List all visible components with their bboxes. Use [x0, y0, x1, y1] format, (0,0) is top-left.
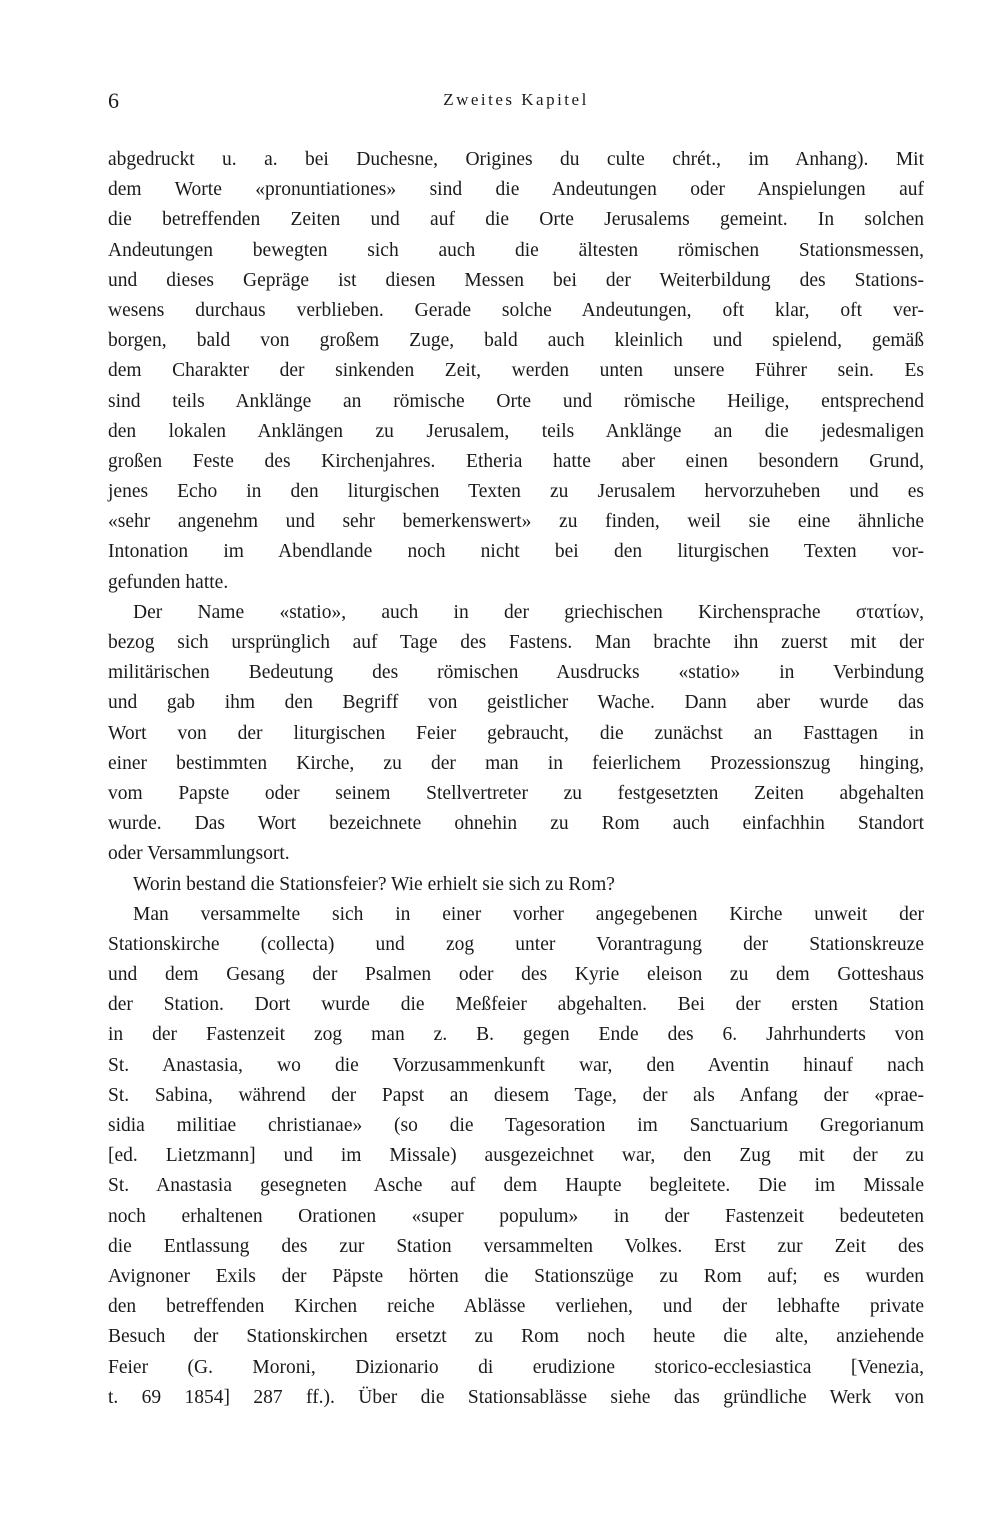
text-line: St. Anastasia, wo die Vorzusammenkunft war, den Aventin hinauf nach [108, 1054, 924, 1076]
question-line: Worin bestand die Stationsfeier? Wie erhielt sie sich zu Rom? [133, 873, 615, 895]
text-line: abgedruckt u. a. bei Duchesne, Origines du culte chrét., im Anhang). Mit [108, 149, 924, 170]
paragraph-first-line: Der Name «statio», auch in der griechischen Kirchensprache στατίων, [133, 601, 924, 623]
paragraph-first-line: Man versammelte sich in einer vorher angegebenen Kirche unweit der [133, 903, 924, 925]
paragraph-end-line: oder Versammlungsort. [108, 843, 290, 865]
text-line: die betreffenden Zeiten und auf die Orte Jerusalems gemeint. In solchen [108, 209, 924, 231]
text-line: Andeutungen bewegten sich auch die ältesten römischen Stationsmessen, [108, 239, 924, 261]
page-header [108, 88, 924, 118]
text-line: wurde. Das Wort bezeichnete ohnehin zu Rom auch einfachhin Standort [108, 813, 924, 835]
text-line: dem Charakter der sinkenden Zeit, werden unten unsere Führer sein. Es [108, 360, 924, 382]
text-line: Wort von der liturgischen Feier gebraucht, die zunächst an Fasttagen in [108, 722, 924, 744]
text-line: Intonation im Abendlande noch nicht bei den liturgischen Texten vor- [108, 541, 924, 563]
text-line: der Station. Dort wurde die Meßfeier abgehalten. Bei der ersten Station [108, 994, 924, 1016]
text-line: großen Feste des Kirchenjahres. Etheria hatte aber einen besondern Grund, [108, 450, 924, 472]
text-line: St. Sabina, während der Papst an diesem Tage, der als Anfang der «prae- [108, 1084, 924, 1106]
text-line: noch erhaltenen Orationen «super populum» in der Fastenzeit bedeuteten [108, 1205, 924, 1227]
text-line: Feier (G. Moroni, Dizionario di erudizione storico-ecclesiastica [Venezia, [108, 1356, 924, 1378]
page-number: 6 [108, 88, 119, 113]
text-line: und dem Gesang der Psalmen oder des Kyrie eleison zu dem Gotteshaus [108, 964, 924, 986]
text-line: Stationskirche (collecta) und zog unter Vorantragung der Stationskreuze [108, 933, 924, 955]
text-line: in der Fastenzeit zog man z. B. gegen Ende des 6. Jahrhunderts von [108, 1024, 924, 1046]
text-line: St. Anastasia gesegneten Asche auf dem Haupte begleitete. Die im Missale [108, 1175, 924, 1197]
text-line: Besuch der Stationskirchen ersetzt zu Rom noch heute die alte, anziehende [108, 1326, 924, 1348]
text-line: «sehr angenehm und sehr bemerkenswert» zu finden, weil sie eine ähnliche [108, 511, 924, 533]
text-line: einer bestimmten Kirche, zu der man in feierlichem Prozessionszug hinging, [108, 752, 924, 774]
text-line: t. 69 1854] 287 ff.). Über die Stationsablässe siehe das gründliche Werk von [108, 1386, 924, 1408]
text-line: und gab ihm den Begriff von geistlicher Wache. Dann aber wurde das [108, 692, 924, 714]
text-line: sind teils Anklänge an römische Orte und römische Heilige, entsprechend [108, 390, 924, 412]
text-line: borgen, bald von großem Zuge, bald auch kleinlich und spielend, gemäß [108, 330, 924, 352]
text-line: Avignoner Exils der Päpste hörten die Stationszüge zu Rom auf; es wurden [108, 1265, 924, 1287]
text-line: den betreffenden Kirchen reiche Ablässe verliehen, und der lebhafte private [108, 1296, 924, 1318]
text-line: und dieses Gepräge ist diesen Messen bei der Weiterbildung des Stations- [108, 269, 924, 291]
text-line: vom Papste oder seinem Stellvertreter zu festgesetzten Zeiten abgehalten [108, 782, 924, 804]
text-line: die Entlassung des zur Station versammelten Volkes. Erst zur Zeit des [108, 1235, 924, 1257]
text-line: bezog sich ursprünglich auf Tage des Fastens. Man brachte ihn zuerst mit der [108, 632, 924, 653]
paragraph-end-line: gefunden hatte. [108, 571, 229, 593]
text-line: dem Worte «pronuntiationes» sind die Andeutungen oder Anspielungen auf [108, 179, 924, 201]
text-line: sidia militiae christianae» (so die Tagesoration im Sanctuarium Gregorianum [108, 1115, 924, 1136]
text-line: jenes Echo in den liturgischen Texten zu Jerusalem hervorzuheben und es [108, 481, 924, 503]
running-title: Zweites Kapitel [443, 90, 589, 109]
text-line: militärischen Bedeutung des römischen Ausdrucks «statio» in Verbindung [108, 662, 924, 684]
text-line: den lokalen Anklängen zu Jerusalem, teils Anklänge an die jedesmaligen [108, 420, 924, 442]
text-line: [ed. Lietzmann] und im Missale) ausgezeichnet war, den Zug mit der zu [108, 1145, 924, 1167]
text-line: wesens durchaus verblieben. Gerade solche Andeutungen, oft klar, oft ver- [108, 299, 924, 321]
page-body [108, 145, 924, 1413]
